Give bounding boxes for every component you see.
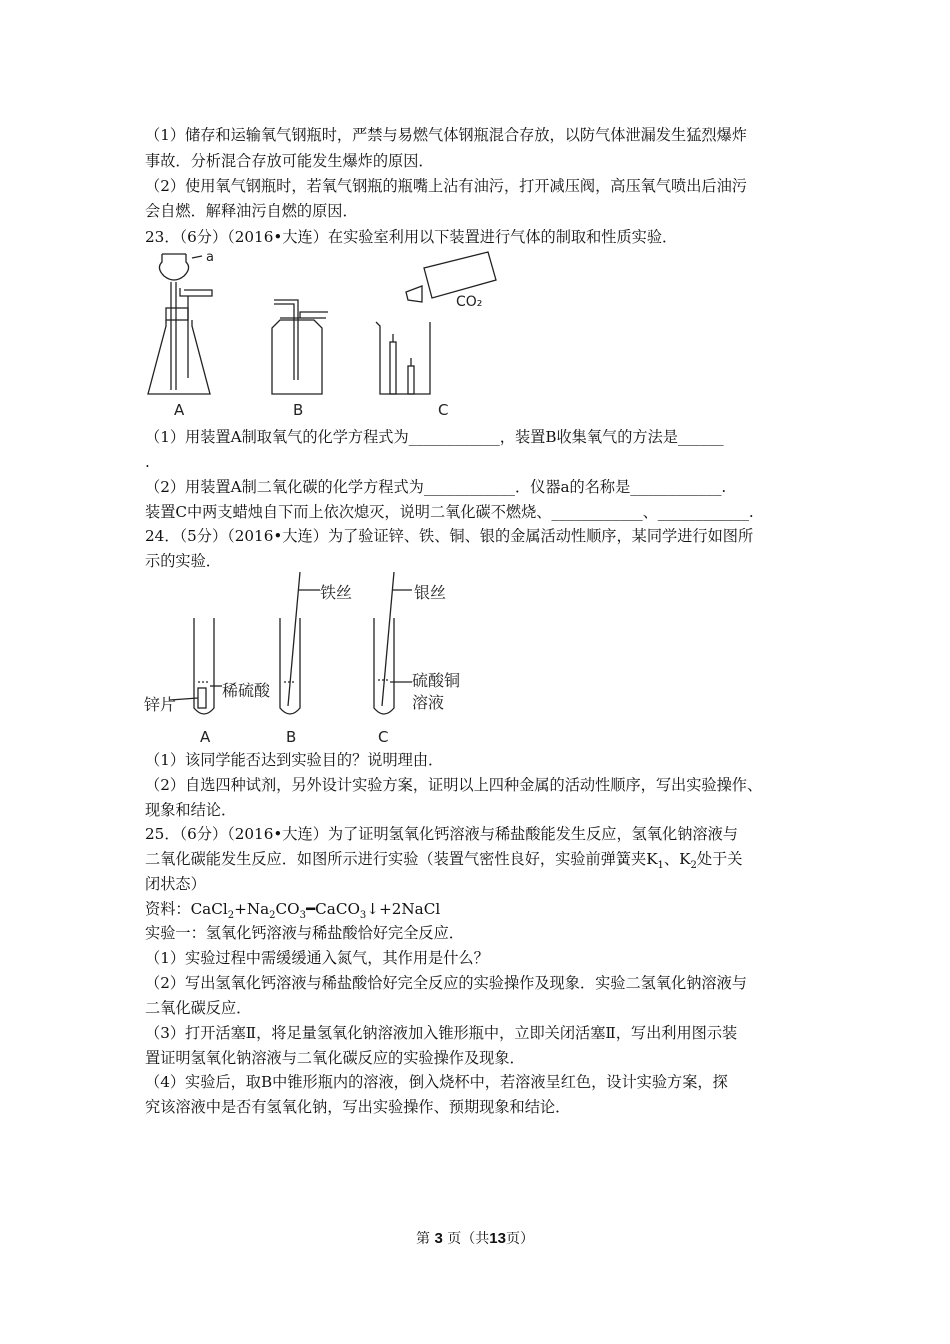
label-co2: CO₂ [456, 294, 483, 310]
test-tube-b [280, 572, 320, 714]
label-C: C [438, 401, 449, 419]
q22-part1-line1: （1）储存和运输氧气钢瓶时，严禁与易燃气体钢瓶混合存放，以防气体泄漏发生猛烈爆炸 [145, 126, 747, 144]
apparatus-a-conical-flask [148, 254, 212, 394]
apparatus-c-beaker [376, 252, 496, 394]
q24-header-line1: 24．（5分）（2016•大连）为了验证锌、铁、铜、银的金属活动性顺序，某同学进行如图所 [145, 527, 754, 545]
q25-header-line3: 闭状态） [145, 875, 206, 893]
page-total: 13 [489, 1230, 506, 1247]
q25-sub4-line1: （4）实验后，取B中锥形瓶内的溶液，倒入烧杯中，若溶液呈红色，设计实验方案，探 [145, 1073, 728, 1091]
label-acid: 稀硫酸 [222, 681, 271, 700]
label-cuso4-2: 溶液 [412, 693, 445, 712]
page-footer: 第 3 页（共13页） [416, 1230, 534, 1247]
label-A: A [174, 401, 185, 419]
q25-header-line1: 25．（6分）（2016•大连）为了证明氢氧化钙溶液与稀盐酸能发生反应，氢氧化钠溶液与 [145, 825, 738, 843]
page-number: 3 [434, 1230, 443, 1247]
label-iron: 铁丝 [320, 583, 353, 602]
q23-sub2-line1: （2）用装置A制二氧化碳的化学方程式为____________．仪器a的名称是____________. [145, 478, 727, 496]
q24-sub1: （1）该同学能否达到实验目的？说明理由． [145, 751, 444, 769]
q25-sub1: （1）实验过程中需缓缓通入氮气，其作用是什么？ [145, 949, 489, 967]
q23-sub1-line1: （1）用装置A制取氧气的化学方程式为____________，装置B收集氧气的方法是______ [145, 428, 724, 446]
q25-sub4-line2: 究该溶液中是否有氢氧化钠，写出实验操作、预期现象和结论． [145, 1098, 571, 1116]
q23-header: 23．（6分）（2016•大连）在实验室利用以下装置进行气体的制取和性质实验． [145, 228, 678, 246]
q25-sub3-line2: 置证明氢氧化钠溶液与二氧化碳反应的实验操作及现象． [145, 1049, 525, 1067]
q25-experiment1: 实验一：氢氧化钙溶液与稀盐酸恰好完全反应． [145, 924, 464, 942]
label-A: A [200, 728, 211, 746]
label-a: a [206, 250, 214, 265]
test-tube-c [374, 572, 412, 714]
q25-header-line2: 二氧化碳能发生反应．如图所示进行实验（装置气密性良好，实验前弹簧夹$K_1$、$K_2$处于关 [145, 850, 743, 872]
label-silver: 银丝 [414, 583, 447, 602]
q23-sub2-line2: 装置C中两支蜡烛自下而上依次熄灭，说明二氧化碳不燃烧、____________、____________. [145, 503, 754, 521]
q25-sub2-line1: （2）写出氢氧化钙溶液与稀盐酸恰好完全反应的实验操作及现象．实验二氢氧化钠溶液与 [145, 974, 747, 992]
label-B: B [293, 401, 304, 419]
q24-sub2-line1: （2）自选四种试剂，另外设计实验方案，证明以上四种金属的活动性顺序，写出实验操作、 [145, 776, 763, 794]
q22-part2-line2: 会自燃．解释油污自燃的原因． [145, 202, 358, 220]
q24-test-tube-figure [140, 570, 500, 748]
label-C: C [378, 728, 389, 746]
q25-material-equation: 资料：$CaCl_2+Na_2CO_3━CaCO_3↓+2NaCl$ [145, 900, 441, 922]
apparatus-b-gas-bottle [272, 300, 328, 394]
q22-part1-line2: 事故．分析混合存放可能发生爆炸的原因． [145, 152, 434, 170]
q22-part2-line1: （2）使用氧气钢瓶时，若氧气钢瓶的瓶嘴上沾有油污，打开减压阀，高压氧气喷出后油污 [145, 177, 747, 195]
q23-apparatus-figure [140, 248, 500, 420]
label-cuso4-1: 硫酸铜 [412, 671, 461, 690]
q24-sub2-line2: 现象和结论． [145, 801, 237, 819]
q24-header-line2: 示的实验． [145, 552, 221, 570]
test-tube-a [170, 618, 222, 714]
label-B: B [286, 728, 297, 746]
q25-sub3-line1: （3）打开活塞Ⅱ，将足量氢氧化钠溶液加入锥形瓶中，立即关闭活塞Ⅱ，写出利用图示装 [145, 1024, 738, 1042]
label-zinc: 锌片 [144, 695, 177, 714]
q25-sub2-line2: 二氧化碳反应． [145, 999, 252, 1017]
q23-sub1-line2: . [145, 453, 150, 471]
